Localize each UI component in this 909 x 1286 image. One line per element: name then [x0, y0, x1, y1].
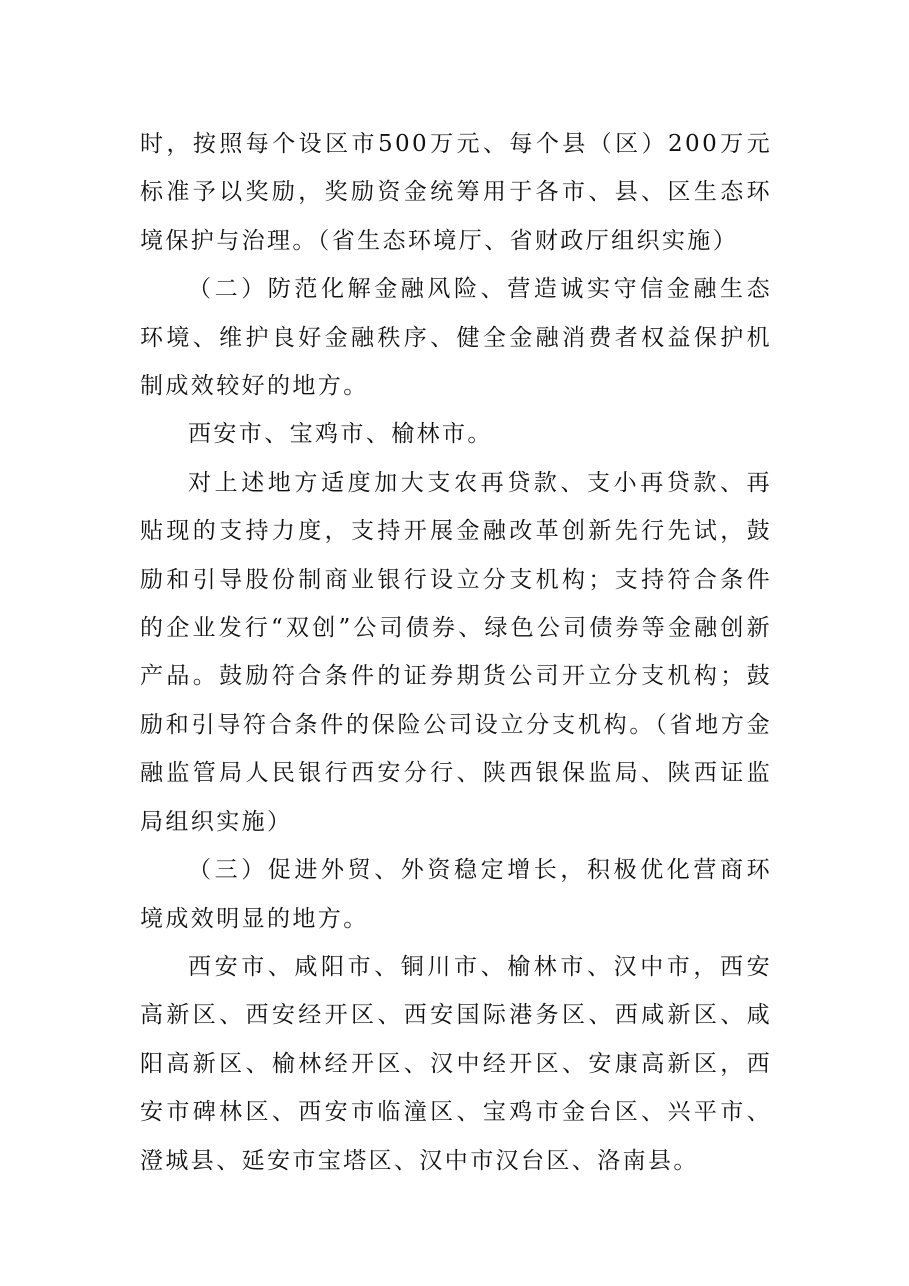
paragraph-section-two-measures: 对上述地方适度加大支农再贷款、支小再贷款、再贴现的支持力度，支持开展金融改革创新先行先试，鼓励和引导股份制商业银行设立分支机构；支持符合条件的企业发行“双创”公司债券、绿色公司债券等金融创新产品。鼓励符合条件的证券期货公司开立分支机构；鼓励和引导符合条件的保险公司设立分支机构。（省地方金融监管局人民银行西安分行、陕西银保监局、陕西证监局组织实施）	[140, 469, 772, 835]
paragraph-section-two-cities: 西安市、宝鸡市、榆林市。	[188, 421, 493, 448]
document-body	[140, 120, 772, 1185]
paragraph-section-three-places: 西安市、咸阳市、铜川市、榆林市、汉中市，西安高新区、西安经开区、西安国际港务区、西咸新区、咸阳高新区、榆林经开区、汉中经开区、安康高新区，西安市碑林区、西安市临潼区、宝鸡市金台区、兴平市、澄城县、延安市宝塔区、汉中市汉台区、洛南县。	[140, 953, 772, 1174]
paragraph-section-three-heading: （三）促进外贸、外资稳定增长，积极优化营商环境成效明显的地方。	[140, 857, 772, 932]
paragraph-section-two-heading: （二）防范化解金融风险、营造诚实守信金融生态环境、维护良好金融秩序、健全金融消费者权益保护机制成效较好的地方。	[140, 276, 772, 400]
paragraph-reward-continuation: 时，按照每个设区市500万元、每个县（区）200万元标准予以奖励，奖励资金统筹用于各市、县、区生态环境保护与治理。（省生态环境厅、省财政厅组织实施）	[140, 131, 772, 254]
